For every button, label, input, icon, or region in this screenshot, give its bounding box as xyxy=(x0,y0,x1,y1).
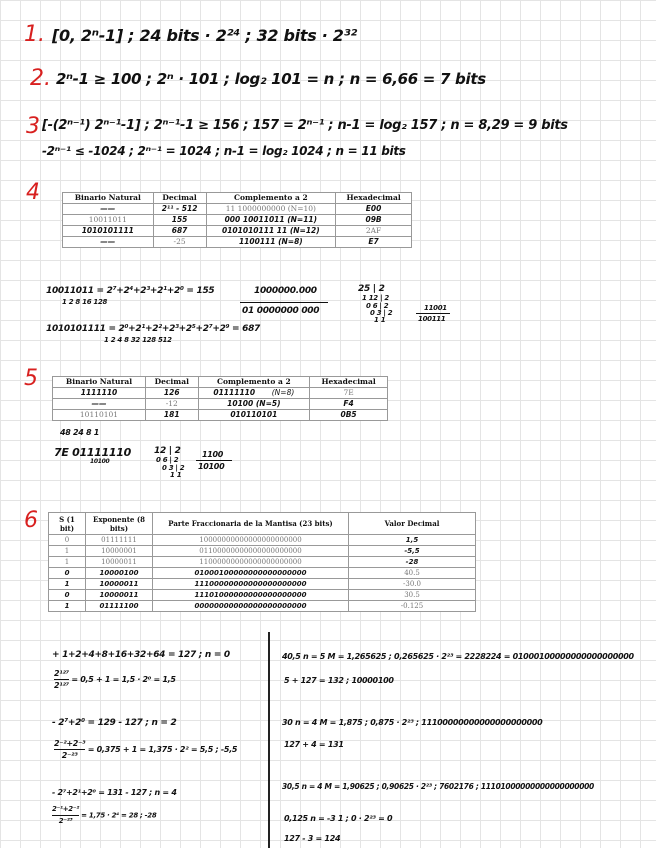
fraction-denominator: 2⁻²³ xyxy=(58,817,73,825)
table-cell: 10000100 xyxy=(86,568,153,579)
table-row xyxy=(53,410,388,421)
left-work-fraction-3 xyxy=(52,804,156,827)
right-work-line-3: 30 n = 4 M = 1,875 ; 0,875 · 2²³ ; 11100000000000000000000 xyxy=(282,718,543,727)
table-cell: 2¹¹ - 512 xyxy=(153,204,206,215)
table-cell: 7E xyxy=(310,388,388,399)
column-header: Parte Fraccionaria de la Mantisa (23 bits) xyxy=(153,513,349,535)
table-cell: E00 xyxy=(336,204,412,215)
table-cell: 1010101111 xyxy=(63,226,154,237)
question-1-number: 1. xyxy=(24,22,45,47)
question-1-answer: [0, 2ⁿ-1] ; 24 bits · 2²⁴ ; 32 bits · 2³² xyxy=(52,26,358,45)
column-header: Exponente (8 bits) xyxy=(86,513,153,535)
question-2-answer: 2ⁿ-1 ≥ 100 ; 2ⁿ · 101 ; log₂ 101 = n ; n = 6,66 = 7 bits xyxy=(56,70,486,88)
table-cell: 1111110 xyxy=(53,388,146,399)
table-cell: 010110101 xyxy=(198,410,310,421)
table-cell: 1100111 (N=8) xyxy=(206,237,336,248)
table-cell: —— xyxy=(63,204,154,215)
column-header: Complemento a 2 xyxy=(206,193,336,204)
left-work-line-1: + 1+2+4+8+16+32+64 = 127 ; n = 0 xyxy=(52,650,230,660)
table-cell: 687 xyxy=(153,226,206,237)
right-work-line-1: 40,5 n = 5 M = 1,265625 ; 0,265625 · 2²³ = 2228224 = 01000100000000000000000 xyxy=(282,652,634,661)
table-cell-value: 01111110 xyxy=(213,388,256,397)
table-cell: 01111100 xyxy=(86,601,153,612)
q5-division-2: 0 6 | 2 xyxy=(156,456,179,464)
question-4-table xyxy=(62,192,412,248)
column-header: S (1 bit) xyxy=(49,513,86,535)
column-header: Decimal xyxy=(153,193,206,204)
column-header: Decimal xyxy=(146,377,199,388)
left-work-fraction-1 xyxy=(54,668,176,691)
table-cell: 1 xyxy=(49,546,86,557)
table-cell: 1 xyxy=(49,579,86,590)
question-5-number: 5 xyxy=(24,366,38,391)
q4-work-powers: 1 2 8 16 128 xyxy=(62,298,108,306)
table-cell: 0B5 xyxy=(310,410,388,421)
table-cell: 10100 (N=5) xyxy=(198,399,310,410)
table-header-row xyxy=(53,377,388,388)
table-cell: 40.5 xyxy=(349,568,476,579)
table-cell: -25 xyxy=(153,237,206,248)
table-row xyxy=(63,215,412,226)
table-cell: 00000000000000000000000 xyxy=(153,601,349,612)
table-row xyxy=(49,557,476,568)
fraction-denominator: 2¹²⁷ xyxy=(54,681,69,690)
table-cell: 1 xyxy=(49,601,86,612)
table-cell: -0.125 xyxy=(349,601,476,612)
q5-work-powers: 48 24 8 1 xyxy=(60,428,100,437)
column-header: Complemento a 2 xyxy=(198,377,310,388)
column-header: Hexadecimal xyxy=(310,377,388,388)
question-3-number: 3 xyxy=(26,114,40,139)
column-header: Hexadecimal xyxy=(336,193,412,204)
question-5-table xyxy=(52,376,388,421)
right-work-line-6: 0,125 n = -3 1 ; 0 · 2²³ = 0 xyxy=(284,814,393,823)
right-work-line-5: 30,5 n = 4 M = 1,90625 ; 0,90625 · 2²³ ; 7602176 ; 11101000000000000000000 xyxy=(282,782,594,791)
divider xyxy=(196,460,232,461)
q4-work-binary-to-decimal-2: 1010101111 = 2⁰+2¹+2²+2³+2⁵+2⁷+2⁹ = 687 xyxy=(46,324,260,334)
table-cell: —— xyxy=(63,237,154,248)
left-work-line-3: - 2⁷+2⁰ = 129 - 127 ; n = 2 xyxy=(52,718,177,728)
q5-division-1: 12 | 2 xyxy=(154,446,181,456)
right-work-line-2: 5 + 127 = 132 ; 10000100 xyxy=(284,676,394,685)
table-cell: 1,5 xyxy=(349,535,476,546)
q5-division-3: 0 3 | 2 xyxy=(162,464,185,472)
table-cell: 181 xyxy=(146,410,199,421)
question-6-number: 6 xyxy=(24,508,38,533)
table-row xyxy=(49,590,476,601)
work-divider-line xyxy=(268,632,270,848)
fraction-numerator: 2⁻²+2⁻³ xyxy=(54,739,86,748)
q4-work-complement-b: 01 0000000 000 xyxy=(242,306,320,316)
right-work-line-4: 127 + 4 = 131 xyxy=(284,740,344,749)
table-row xyxy=(49,601,476,612)
q4-division-2: 1 12 | 2 xyxy=(362,294,389,302)
column-header: Binario Natural xyxy=(63,193,154,204)
q4-division-3: 0 6 | 2 xyxy=(366,302,389,310)
left-work-line-6: = 1,75 · 2⁴ = 28 ; -28 xyxy=(81,811,157,820)
table-cell: 2AF xyxy=(336,226,412,237)
table-row xyxy=(63,226,412,237)
table-cell: 155 xyxy=(153,215,206,226)
table-cell: 10000001 xyxy=(86,546,153,557)
q4-complement-result: 100111 xyxy=(418,315,446,323)
left-work-line-4: = 0,375 + 1 = 1,375 · 2² = 5,5 ; -5,5 xyxy=(87,745,238,754)
table-row xyxy=(53,388,388,399)
table-row xyxy=(49,535,476,546)
table-cell: 10000011 xyxy=(86,557,153,568)
q5-complement-result: 10100 xyxy=(198,462,225,471)
q4-work-complement-a: 1000000.000 xyxy=(254,286,317,296)
table-cell: 01000100000000000000000 xyxy=(153,568,349,579)
q4-work-binary-to-decimal: 10011011 = 2⁷+2⁴+2³+2¹+2⁰ = 155 xyxy=(46,286,215,296)
table-cell: F4 xyxy=(310,399,388,410)
q4-division-result: 11001 xyxy=(424,304,447,312)
table-cell: 11 1000000000 (N=10) xyxy=(206,204,336,215)
table-cell: —— xyxy=(53,399,146,410)
fraction-denominator: 2⁻²³ xyxy=(61,751,78,760)
table-cell: -5,5 xyxy=(349,546,476,557)
q4-division-5: 1 1 xyxy=(374,316,386,324)
table-cell: 10000011 xyxy=(86,579,153,590)
table-header-row xyxy=(63,193,412,204)
table-row xyxy=(63,237,412,248)
table-cell: 30.5 xyxy=(349,590,476,601)
question-4-number: 4 xyxy=(26,180,40,205)
table-cell: 0 xyxy=(49,590,86,601)
question-3-line-1: [-(2ⁿ⁻¹) 2ⁿ⁻¹-1] ; 2ⁿ⁻¹-1 ≥ 156 ; 157 = 2ⁿ⁻¹ ; n-1 = log₂ 157 ; n = 8,29 = 9 bits xyxy=(42,118,568,133)
table-row xyxy=(49,568,476,579)
table-row xyxy=(49,546,476,557)
table-cell: -30.0 xyxy=(349,579,476,590)
table-cell xyxy=(198,388,310,399)
table-cell: 0 xyxy=(49,535,86,546)
table-cell: 10110101 xyxy=(53,410,146,421)
table-row xyxy=(49,579,476,590)
table-cell: 10011011 xyxy=(63,215,154,226)
table-cell: E7 xyxy=(336,237,412,248)
table-cell: 1 xyxy=(49,557,86,568)
divider xyxy=(240,302,328,303)
table-cell: 09B xyxy=(336,215,412,226)
column-header: Valor Decimal xyxy=(349,513,476,535)
q4-division-1: 25 | 2 xyxy=(358,284,385,294)
fraction-numerator: 2⁻¹+2⁻² xyxy=(52,804,79,816)
table-cell-note: (N=8) xyxy=(271,388,295,397)
fraction-numerator: 2¹²⁷ xyxy=(54,669,69,678)
q4-division-4: 0 3 | 2 xyxy=(370,309,393,317)
q5-work-hex-sub: 10100 xyxy=(90,458,110,465)
column-header: Binario Natural xyxy=(53,377,146,388)
table-cell: -12 xyxy=(146,399,199,410)
table-cell: 126 xyxy=(146,388,199,399)
question-6-table xyxy=(48,512,476,612)
left-work-line-2: = 0,5 + 1 = 1,5 · 2⁰ = 1,5 xyxy=(71,675,176,684)
table-cell: 11100000000000000000000 xyxy=(153,579,349,590)
table-cell: 0 xyxy=(49,568,86,579)
table-cell: 01111111 xyxy=(86,535,153,546)
table-row xyxy=(53,399,388,410)
table-header-row xyxy=(49,513,476,535)
question-3-line-2: -2ⁿ⁻¹ ≤ -1024 ; 2ⁿ⁻¹ = 1024 ; n-1 = log₂ 1024 ; n = 11 bits xyxy=(42,144,406,158)
table-cell: 11000000000000000000000 xyxy=(153,557,349,568)
q5-division-4: 1 1 xyxy=(170,471,182,479)
question-2-number: 2. xyxy=(30,66,51,91)
q5-division-result: 1100 xyxy=(202,450,224,459)
table-cell: 000 10011011 (N=11) xyxy=(206,215,336,226)
left-work-fraction-2 xyxy=(54,738,237,761)
q4-work-powers-2: 1 2 4 8 32 128 512 xyxy=(104,336,172,344)
table-row xyxy=(63,204,412,215)
table-cell: 10000000000000000000000 xyxy=(153,535,349,546)
q5-work-hex: 7E 01111110 xyxy=(54,446,131,459)
table-cell: 11101000000000000000000 xyxy=(153,590,349,601)
table-cell: 0101010111 11 (N=12) xyxy=(206,226,336,237)
divider xyxy=(416,313,450,314)
table-cell: 10000011 xyxy=(86,590,153,601)
right-work-line-7: 127 - 3 = 124 xyxy=(284,834,341,843)
table-cell: -28 xyxy=(349,557,476,568)
table-cell: 01100000000000000000000 xyxy=(153,546,349,557)
left-work-line-5: - 2⁷+2¹+2⁰ = 131 - 127 ; n = 4 xyxy=(52,788,177,797)
